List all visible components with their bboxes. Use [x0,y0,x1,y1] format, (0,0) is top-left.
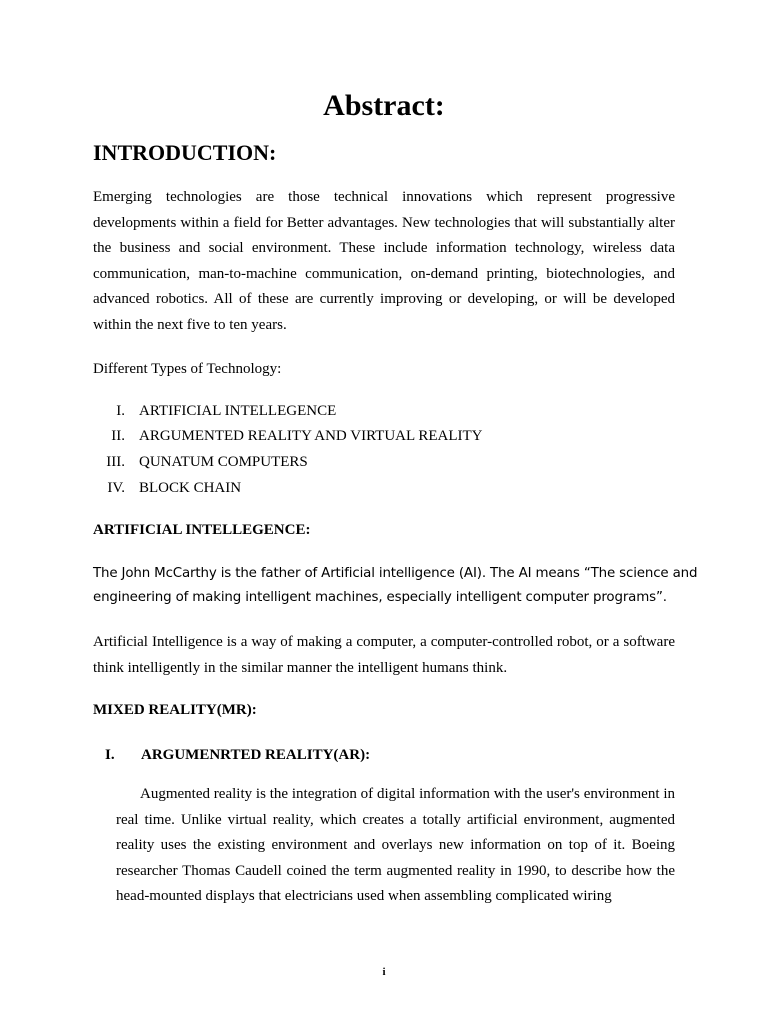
list-item-number: III. [106,454,125,470]
list-item [93,400,593,422]
ar-heading [105,744,371,766]
page-number: i [382,966,386,978]
ai-paragraph: Artificial Intelligence is a way of making a computer, a computer-controlled robot, or a software think intelligently in the similar manner the intelligent humans think. [93,634,675,676]
list-item-text: ARGUMENTED REALITY AND VIRTUAL REALITY [139,428,483,444]
ai-quote-line-2: engineering of making intelligent machines, especially intelligent computer programs”. [93,590,667,605]
intro-paragraph: Emerging technologies are those technical innovations which represent progressive developments within a field for Better advantages. New technologies that will substantially alter the business and social environment. These include information technology, wireless data communication, man-to-machine communication, on-demand printing, biotechnologies, and advanced robotics. All of these are currently improving or developing, or will be developed within the next five to ten years. [93,189,675,333]
list-item-number: IV. [107,480,125,496]
ai-heading: ARTIFICIAL INTELLEGENCE: [93,522,311,538]
list-item-text: ARTIFICIAL INTELLEGENCE [139,403,337,419]
list-item-text: QUNATUM COMPUTERS [139,454,308,470]
introduction-heading: INTRODUCTION: [93,140,277,165]
ai-quote-line-1: The John McCarthy is the father of Artificial intelligence (AI). The AI means “The science and [93,566,698,581]
list-item-number: II. [111,428,125,444]
types-label: Different Types of Technology: [93,361,282,377]
mixed-reality-heading: MIXED REALITY(MR): [93,702,257,718]
list-item [93,451,593,473]
ar-heading-text: ARGUMENRTED REALITY(AR): [141,747,371,763]
list-item [93,477,593,499]
list-item-number: I. [116,403,125,419]
page-title: Abstract: [323,89,445,122]
ar-heading-number: I. [105,747,115,763]
list-item-text: BLOCK CHAIN [139,480,242,496]
list-item [93,425,593,447]
ar-paragraph: Augmented reality is the integration of digital information with the user's environment in real time. Unlike virtual reality, which creates a totally artificial environment, augmented reality uses the existing environment and overlays new information on top of it. Boeing researcher Thomas Caudell coined the term augmented reality in 1990, to describe how the head-mounted displays that electricians used when assembling complicated wiring [116,786,675,905]
